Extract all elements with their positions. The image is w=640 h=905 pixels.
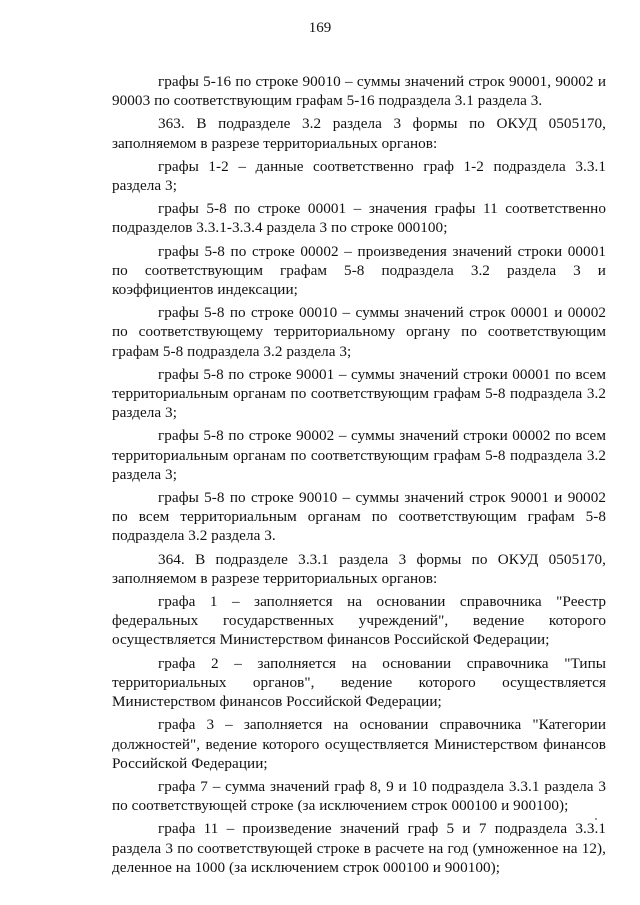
paragraph: графа 7 – сумма значений граф 8, 9 и 10 подраздела 3.3.1 раздела 3 по соответствующей строке (за исключением строк 000100 и 900100); — [112, 777, 606, 815]
paragraph: 364. В подразделе 3.3.1 раздела 3 формы по ОКУД 0505170, заполняемом в разрезе территориальных органов: — [112, 550, 606, 587]
paragraph: графа 11 – произведение значений граф 5 и 7 подраздела 3.3.1 раздела 3 по соответствующей строке в расчете на год (умноженное на 12), деленное на 1000 (за исключением строк 000100 и 900100); — [112, 820, 606, 876]
paragraph: графа 1 – заполняется на основании справочника "Реестр федеральных государственных учреждений", ведение которого осуществляется Министерством финансов Российской Федерации; — [112, 593, 606, 649]
paragraph: графы 5-8 по строке 00010 – суммы значений строк 00001 и 00002 по соответствующему территориальному органу по соответствующим графам 5-8 подраздела 3.2 раздела 3; — [112, 304, 606, 360]
paragraph: графы 5-8 по строке 90010 – суммы значений строк 90001 и 90002 по всем территориальным органам по соответствующим графам 5-8 подраздела 3.2 раздела 3. — [112, 489, 606, 545]
page-number: 169 — [308, 20, 332, 36]
paragraph: графы 5-8 по строке 00001 – значения графы 11 соответственно подразделов 3.3.1-3.3.4 раздела 3 по строке 000100; — [112, 200, 606, 237]
paragraph: 363. В подразделе 3.2 раздела 3 формы по ОКУД 0505170, заполняемом в разрезе территориальных органов: — [112, 115, 606, 152]
paragraph: графы 5-8 по строке 90002 – суммы значений строки 00002 по всем территориальным органам по соответствующим графам 5-8 подраздела 3.2 раздела 3; — [112, 427, 606, 483]
paragraph: графы 1-2 – данные соответственно граф 1-2 подраздела 3.3.1 раздела 3; — [112, 157, 606, 195]
paragraph: графы 5-8 по строке 00002 – произведения значений строки 00001 по соответствующим графам 5-8 подраздела 3.2 раздела 3 и коэффициентов индексации; — [112, 242, 606, 299]
scan-speck — [595, 818, 597, 820]
paragraph: графы 5-8 по строке 90001 – суммы значений строки 00001 по всем территориальным органам по соответствующим графам 5-8 подраздела 3.2 раздела 3; — [112, 365, 606, 422]
document-body — [112, 72, 606, 881]
paragraph: графы 5-16 по строке 90010 – суммы значений строк 90001, 90002 и 90003 по соответствующим графам 5-16 подраздела 3.1 раздела 3. — [112, 73, 606, 110]
paragraph: графа 3 – заполняется на основании справочника "Категории должностей", ведение которого осуществляется Министерством финансов Российской Федерации; — [112, 716, 606, 772]
paragraph: графа 2 – заполняется на основании справочника "Типы территориальных органов", ведение которого осуществляется Министерством финансов Российской Федерации; — [112, 654, 606, 711]
